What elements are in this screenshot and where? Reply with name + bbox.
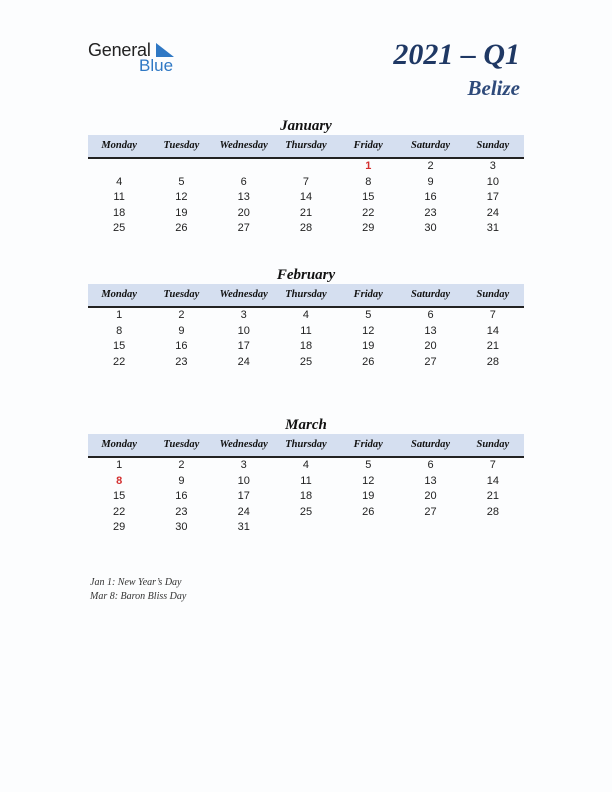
day-cell: 2 — [178, 459, 185, 471]
day-cell: 10 — [237, 474, 250, 487]
weekday-label: Saturday — [411, 140, 451, 151]
weeks — [88, 159, 524, 237]
day-cell: 30 — [175, 521, 188, 533]
month-january — [88, 117, 524, 237]
day-cell: 15 — [113, 340, 126, 352]
day-cell: 14 — [299, 191, 313, 203]
day-cell: 26 — [362, 505, 375, 518]
holiday-notes — [90, 576, 186, 603]
weeks — [88, 458, 524, 536]
day-cell: 10 — [486, 175, 499, 188]
day-cell: 13 — [237, 191, 250, 203]
week-row — [88, 339, 524, 355]
day-cell: 21 — [299, 206, 313, 219]
day-cell: 5 — [365, 459, 372, 471]
week-row — [88, 308, 524, 324]
day-cell: 6 — [240, 175, 247, 188]
week-row — [88, 474, 524, 490]
day-cell: 22 — [113, 505, 126, 518]
day-cell: 16 — [175, 340, 188, 352]
week-row — [88, 159, 524, 175]
day-cell: 23 — [175, 355, 188, 368]
week-row — [88, 175, 524, 191]
week-row — [88, 190, 524, 206]
day-cell: 5 — [365, 309, 372, 321]
day-cell: 20 — [424, 490, 437, 502]
day-cell: 31 — [237, 521, 250, 533]
month-title: March — [285, 417, 327, 433]
week-row — [88, 206, 524, 222]
day-cell: 29 — [362, 222, 375, 234]
day-cell: 31 — [486, 222, 499, 234]
day-cell: 21 — [486, 340, 499, 352]
day-cell: 3 — [240, 309, 247, 321]
week-row — [88, 489, 524, 505]
weekday-label: Sunday — [476, 140, 510, 151]
weekday-label: Sunday — [476, 289, 510, 300]
day-cell: 7 — [302, 175, 310, 188]
day-cell: 1 — [116, 459, 123, 471]
weekday-label: Tuesday — [163, 439, 200, 450]
day-cell: 29 — [113, 521, 126, 533]
week-row — [88, 324, 524, 340]
day-cell: 18 — [299, 490, 313, 502]
day-cell: 4 — [116, 175, 123, 188]
weekday-label: Tuesday — [163, 289, 200, 300]
generalblue-logo — [88, 40, 188, 76]
weeks — [88, 308, 524, 370]
week-row — [88, 221, 524, 237]
weekday-label: Friday — [353, 140, 383, 151]
month-title: February — [276, 267, 336, 283]
weekday-label: Wednesday — [219, 140, 268, 151]
weekday-header — [88, 284, 524, 308]
day-cell: 27 — [424, 505, 437, 518]
weekday-label: Saturday — [411, 289, 451, 300]
day-cell: 17 — [237, 340, 250, 352]
holiday-day-cell: 1 — [365, 160, 372, 172]
quarter-title: 2021 – Q1 — [393, 38, 520, 71]
week-row — [88, 520, 524, 536]
weekday-label: Wednesday — [219, 439, 268, 450]
day-cell: 13 — [424, 324, 437, 337]
weekday-header — [88, 434, 524, 458]
day-cell: 15 — [362, 191, 375, 203]
day-cell: 28 — [299, 222, 313, 234]
day-cell: 16 — [175, 490, 188, 502]
day-cell: 6 — [427, 309, 434, 321]
weekday-label: Monday — [101, 289, 137, 300]
day-cell: 19 — [362, 340, 375, 352]
holiday-note: Jan 1: New Year’s Day — [90, 577, 182, 588]
day-cell: 6 — [427, 459, 434, 471]
day-cell: 1 — [116, 309, 123, 321]
day-cell: 18 — [299, 340, 313, 352]
day-cell: 16 — [424, 191, 437, 203]
day-cell: 28 — [486, 505, 499, 518]
day-cell: 30 — [424, 222, 437, 234]
day-cell: 9 — [178, 324, 185, 337]
day-cell: 7 — [489, 459, 496, 471]
weekday-label: Tuesday — [163, 140, 200, 151]
day-cell: 20 — [237, 206, 250, 219]
logo-text-blue: Blue — [139, 56, 174, 75]
day-cell: 17 — [237, 490, 250, 502]
day-cell: 9 — [427, 175, 434, 188]
weekday-label: Thursday — [285, 289, 327, 300]
day-cell — [462, 520, 524, 536]
day-cell: 7 — [489, 309, 496, 321]
week-row — [88, 505, 524, 521]
weekday-label: Sunday — [476, 439, 510, 450]
month-title: January — [280, 118, 332, 134]
weekday-label: Wednesday — [219, 289, 268, 300]
week-row — [88, 458, 524, 474]
day-cell: 21 — [486, 490, 499, 502]
day-cell — [275, 520, 337, 536]
day-cell: 26 — [362, 355, 375, 368]
day-cell: 22 — [113, 355, 126, 368]
day-cell — [275, 159, 337, 175]
day-cell: 27 — [424, 355, 437, 368]
day-cell: 10 — [237, 324, 250, 337]
day-cell: 25 — [299, 355, 313, 368]
day-cell: 22 — [362, 206, 375, 219]
day-cell — [88, 159, 150, 175]
day-cell — [150, 159, 212, 175]
day-cell — [337, 520, 399, 536]
logo-text-general: General — [88, 40, 151, 60]
day-cell: 24 — [486, 206, 499, 219]
country-name: Belize — [467, 76, 520, 100]
weekday-label: Thursday — [285, 439, 327, 450]
day-cell: 2 — [427, 160, 434, 172]
day-cell: 4 — [302, 459, 310, 471]
weekday-header — [88, 135, 524, 159]
day-cell: 11 — [300, 474, 312, 487]
day-cell: 3 — [489, 160, 496, 172]
day-cell: 13 — [424, 474, 437, 487]
day-cell: 12 — [175, 191, 188, 203]
holiday-note: Mar 8: Baron Bliss Day — [90, 590, 187, 602]
day-cell: 28 — [486, 355, 499, 368]
day-cell: 17 — [486, 191, 499, 203]
weekday-label: Friday — [353, 289, 383, 300]
weekday-label: Saturday — [411, 439, 451, 450]
day-cell — [213, 159, 275, 175]
day-cell: 26 — [175, 222, 188, 234]
day-cell: 18 — [113, 206, 126, 219]
month-february — [88, 266, 524, 370]
day-cell: 14 — [486, 474, 499, 487]
day-cell: 20 — [424, 340, 437, 352]
weekday-label: Friday — [353, 439, 383, 450]
day-cell: 24 — [237, 355, 250, 368]
month-march — [88, 416, 524, 536]
day-cell: 19 — [175, 206, 188, 219]
day-cell: 15 — [113, 490, 126, 502]
day-cell: 14 — [486, 324, 499, 337]
day-cell: 11 — [113, 191, 125, 203]
day-cell: 19 — [362, 490, 375, 502]
day-cell: 23 — [175, 505, 188, 518]
day-cell: 3 — [240, 459, 247, 471]
day-cell — [399, 520, 461, 536]
day-cell: 8 — [365, 175, 372, 188]
day-cell: 25 — [113, 222, 126, 234]
weekday-label: Thursday — [285, 140, 327, 151]
holiday-day-cell: 8 — [116, 474, 123, 487]
day-cell: 4 — [302, 309, 310, 321]
weekday-label: Monday — [101, 140, 137, 151]
day-cell: 27 — [237, 222, 250, 234]
day-cell: 24 — [237, 505, 250, 518]
day-cell: 12 — [362, 474, 375, 487]
weekday-label: Monday — [101, 439, 137, 450]
day-cell: 25 — [299, 505, 313, 518]
week-row — [88, 355, 524, 371]
day-cell: 5 — [178, 175, 185, 188]
day-cell: 11 — [300, 324, 312, 337]
day-cell: 23 — [424, 206, 437, 219]
day-cell: 8 — [116, 324, 123, 337]
day-cell: 12 — [362, 324, 375, 337]
day-cell: 2 — [178, 309, 185, 321]
day-cell: 9 — [178, 474, 185, 487]
